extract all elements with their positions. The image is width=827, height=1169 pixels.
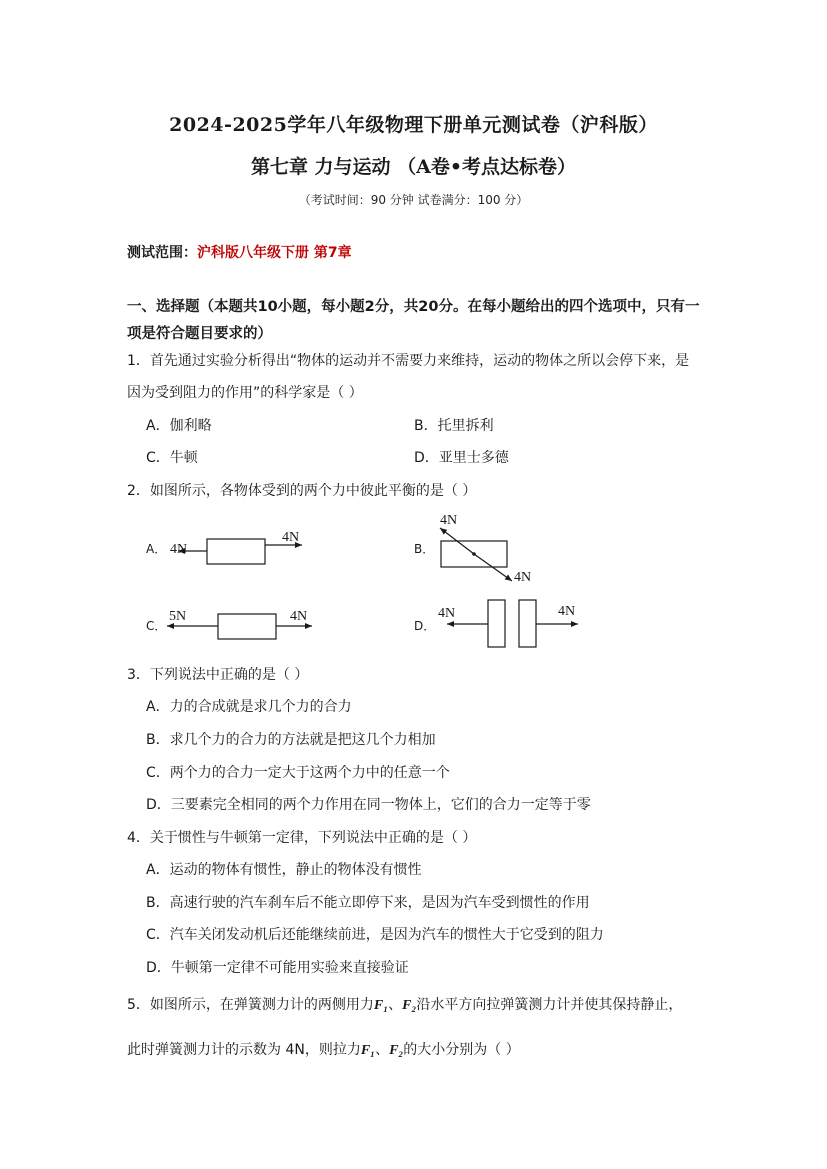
fig-c-box (218, 614, 276, 639)
fig-b-label: B． (414, 542, 435, 556)
fig-a-box (207, 539, 265, 564)
fig-c-left-force: 5N (169, 609, 187, 624)
q3-stem: 3．下列说法中正确的是（ ） (127, 667, 309, 683)
fig-d-label: D． (414, 619, 436, 633)
exam-info: （考试时间：90 分钟 试卷满分：100 分） (298, 193, 529, 207)
q1-option-d: D．亚里士多德 (414, 450, 509, 466)
figure-d (438, 600, 578, 647)
q2-stem: 2．如图所示，各物体受到的两个力中彼此平衡的是（ ） (127, 483, 477, 499)
q5-f2: F₂ (402, 998, 417, 1013)
fig-d-left-box (488, 600, 505, 647)
q5-f2-again: F₂ (389, 1043, 404, 1058)
q4-option-c: C．汽车关闭发动机后还能继续前进，是因为汽车的惯性大于它受到的阻力 (146, 927, 604, 943)
fig-a-right-force: 4N (282, 530, 300, 545)
q1-option-a: A．伽利略 (146, 418, 212, 434)
figure-b (440, 513, 531, 585)
q1-option-b: B．托里拆利 (414, 418, 494, 434)
q5-sep-again: 、 (375, 1042, 390, 1058)
fig-b-bottom-force: 4N (514, 570, 532, 585)
figure-a (170, 530, 302, 564)
figure-c (167, 609, 312, 639)
section-heading: 一、选择题（本题共10小题，每小题2分，共20分。在每小题给出的四个选项中，只有一项是符合题目要求的） (127, 299, 700, 342)
q1-stem-line1: 1．首先通过实验分析得出“物体的运动并不需要力来维持，运动的物体之所以会停下来，是 (127, 353, 690, 369)
q3-option-b: B．求几个力的合力的方法就是把这几个力相加 (146, 732, 436, 748)
chapter-title: 第七章 力与运动 （A卷•考点达标卷） (250, 156, 577, 178)
q5-f1-again: F₁ (360, 1043, 376, 1058)
page-title: 2024-2025学年八年级物理下册单元测试卷（沪科版） (169, 114, 658, 136)
fig-c-label: C． (146, 619, 167, 633)
q5-text-4: 的大小分别为（ ） (403, 1042, 520, 1058)
fig-a-left-force: 4N (170, 542, 188, 557)
q5-sep: 、 (388, 997, 403, 1013)
test-scope-label: 测试范围： (127, 245, 197, 261)
fig-d-left-force: 4N (438, 606, 456, 621)
fig-c-right-force: 4N (290, 609, 308, 624)
q3-option-a: A．力的合成就是求几个力的合力 (146, 699, 352, 715)
q5-text-3: 此时弹簧测力计的示数为 4N，则拉力 (127, 1042, 361, 1058)
q3-option-d: D．三要素完全相同的两个力作用在同一物体上，它们的合力一定等于零 (146, 797, 591, 813)
fig-d-right-box (519, 600, 536, 647)
fig-a-label: A． (146, 542, 167, 556)
q4-option-a: A．运动的物体有惯性，静止的物体没有惯性 (146, 862, 422, 878)
q5-f1: F₁ (373, 998, 389, 1013)
q5-text-2: 沿水平方向拉弹簧测力计并使其保持静止， (416, 997, 683, 1013)
test-scope-value: 沪科版八年级下册 第7章 (197, 245, 352, 261)
q1-option-c: C．牛顿 (146, 450, 198, 466)
q1-stem-line2: 因为受到阻力的作用”的科学家是（ ） (127, 385, 363, 401)
q4-option-d: D．牛顿第一定律不可能用实验来直接验证 (146, 960, 409, 976)
q5-stem-line1 (127, 994, 682, 1014)
q5-stem-line2 (127, 1039, 520, 1059)
q3-option-c: C．两个力的合力一定大于这两个力中的任意一个 (146, 765, 450, 781)
fig-b-top-force: 4N (440, 513, 458, 528)
q4-option-b: B．高速行驶的汽车刹车后不能立即停下来，是因为汽车受到惯性的作用 (146, 895, 590, 911)
fig-d-right-force: 4N (558, 604, 576, 619)
q4-stem: 4．关于惯性与牛顿第一定律，下列说法中正确的是（ ） (127, 830, 477, 846)
q5-text-1: 5．如图所示，在弹簧测力计的两侧用力 (127, 997, 374, 1013)
